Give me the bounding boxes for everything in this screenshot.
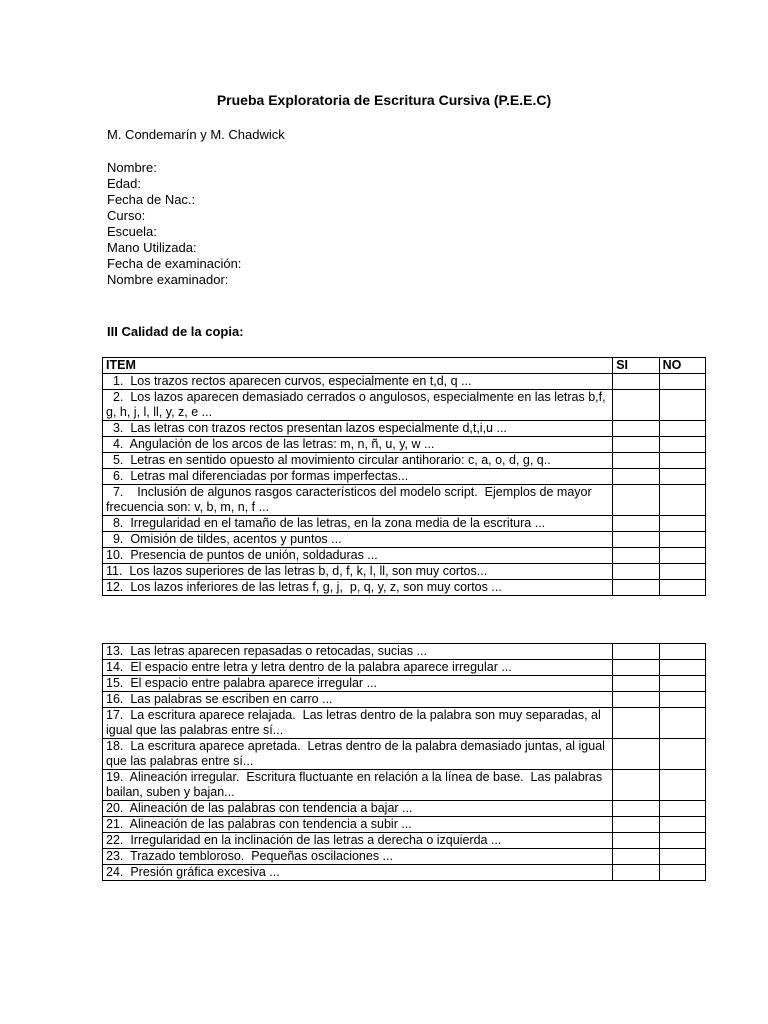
item-text: 7. Inclusión de algunos rasgos característicos del modelo script. Ejemplos de mayor frecuencia son: v, b, m, n, f ...	[103, 485, 613, 516]
checkbox-cell-no[interactable]	[659, 390, 705, 421]
checkbox-cell-si[interactable]	[613, 453, 659, 469]
checkbox-cell-no[interactable]	[659, 437, 705, 453]
checkbox-cell-no[interactable]	[659, 421, 705, 437]
checkbox-cell-no[interactable]	[659, 833, 705, 849]
checkbox-cell-si[interactable]	[613, 660, 659, 676]
item-text: 2. Los lazos aparecen demasiado cerrados o angulosos, especialmente en las letras b,f, g, h, j, l, ll, y, z, e ...	[103, 390, 613, 421]
item-text: 21. Alineación de las palabras con tendencia a subir ...	[103, 817, 613, 833]
checkbox-cell-si[interactable]	[613, 692, 659, 708]
item-text: 20. Alineación de las palabras con tendencia a bajar ...	[103, 801, 613, 817]
checkbox-cell-no[interactable]	[659, 374, 705, 390]
checkbox-cell-no[interactable]	[659, 770, 705, 801]
item-text: 5. Letras en sentido opuesto al movimiento circular antihorario: c, a, o, d, g, q..	[103, 453, 613, 469]
header-si: SI	[613, 358, 659, 374]
table-header-row	[103, 358, 706, 374]
table-row	[103, 516, 706, 532]
field-curso: Curso:	[107, 208, 146, 223]
checkbox-cell-si[interactable]	[613, 833, 659, 849]
item-text: 4. Angulación de los arcos de las letras: m, n, ñ, u, y, w ...	[103, 437, 613, 453]
item-text: 8. Irregularidad en el tamaño de las letras, en la zona media de la escritura ...	[103, 516, 613, 532]
page-title: Prueba Exploratoria de Escritura Cursiva (P.E.E.C)	[216, 92, 552, 108]
table-body-1	[103, 374, 706, 596]
checkbox-cell-no[interactable]	[659, 865, 705, 881]
checkbox-cell-si[interactable]	[613, 770, 659, 801]
table-row	[103, 770, 706, 801]
table-row	[103, 374, 706, 390]
section-heading: III Calidad de la copia:	[107, 324, 244, 339]
table-body-2	[103, 644, 706, 881]
checkbox-cell-no[interactable]	[659, 739, 705, 770]
item-text: 12. Los lazos inferiores de las letras f, g, j, p, q, y, z, son muy cortos ...	[103, 580, 613, 596]
table-row	[103, 708, 706, 739]
item-text: 15. El espacio entre palabra aparece irregular ...	[103, 676, 613, 692]
checkbox-cell-no[interactable]	[659, 660, 705, 676]
checkbox-cell-no[interactable]	[659, 580, 705, 596]
item-text: 23. Trazado tembloroso. Pequeñas oscilaciones ...	[103, 849, 613, 865]
checkbox-cell-si[interactable]	[613, 516, 659, 532]
checkbox-cell-no[interactable]	[659, 564, 705, 580]
checkbox-cell-si[interactable]	[613, 548, 659, 564]
field-examinador: Nombre examinador:	[107, 272, 229, 287]
table-row	[103, 390, 706, 421]
checkbox-cell-si[interactable]	[613, 817, 659, 833]
table-row	[103, 453, 706, 469]
item-text: 1. Los trazos rectos aparecen curvos, especialmente en t,d, q ...	[103, 374, 613, 390]
table-row	[103, 469, 706, 485]
item-text: 11. Los lazos superiores de las letras b, d, f, k, l, ll, son muy cortos...	[103, 564, 613, 580]
checkbox-cell-si[interactable]	[613, 390, 659, 421]
table-row	[103, 692, 706, 708]
checkbox-cell-no[interactable]	[659, 801, 705, 817]
field-edad: Edad:	[107, 176, 141, 191]
table-row	[103, 849, 706, 865]
field-escuela: Escuela:	[107, 224, 157, 239]
table-row	[103, 548, 706, 564]
checkbox-cell-no[interactable]	[659, 849, 705, 865]
table-row	[103, 644, 706, 660]
checkbox-cell-no[interactable]	[659, 485, 705, 516]
table-row	[103, 833, 706, 849]
checkbox-cell-si[interactable]	[613, 485, 659, 516]
checkbox-cell-si[interactable]	[613, 437, 659, 453]
item-text: 9. Omisión de tildes, acentos y puntos ...	[103, 532, 613, 548]
table-row	[103, 676, 706, 692]
checkbox-cell-no[interactable]	[659, 708, 705, 739]
checkbox-cell-si[interactable]	[613, 676, 659, 692]
table-row	[103, 421, 706, 437]
item-text: 16. Las palabras se escriben en carro ...	[103, 692, 613, 708]
checkbox-cell-no[interactable]	[659, 453, 705, 469]
checkbox-cell-si[interactable]	[613, 532, 659, 548]
table-row	[103, 437, 706, 453]
table-row	[103, 485, 706, 516]
checkbox-cell-si[interactable]	[613, 374, 659, 390]
checkbox-cell-no[interactable]	[659, 692, 705, 708]
checkbox-cell-no[interactable]	[659, 676, 705, 692]
checkbox-cell-no[interactable]	[659, 644, 705, 660]
field-nombre: Nombre:	[107, 160, 157, 175]
checkbox-cell-si[interactable]	[613, 708, 659, 739]
table-row	[103, 580, 706, 596]
table-row	[103, 817, 706, 833]
field-fecha-nac: Fecha de Nac.:	[107, 192, 196, 207]
item-text: 22. Irregularidad en la inclinación de las letras a derecha o izquierda ...	[103, 833, 613, 849]
checkbox-cell-no[interactable]	[659, 817, 705, 833]
table-row	[103, 865, 706, 881]
checkbox-cell-si[interactable]	[613, 564, 659, 580]
header-item: ITEM	[103, 358, 613, 374]
checklist-table-2	[102, 643, 706, 881]
table-row	[103, 660, 706, 676]
student-fields	[107, 160, 241, 288]
item-text: 24. Presión gráfica excesiva ...	[103, 865, 613, 881]
checkbox-cell-no[interactable]	[659, 532, 705, 548]
item-text: 6. Letras mal diferenciadas por formas imperfectas...	[103, 469, 613, 485]
item-text: 3. Las letras con trazos rectos presentan lazos especialmente d,t,i,u ...	[103, 421, 613, 437]
checkbox-cell-si[interactable]	[613, 421, 659, 437]
item-text: 19. Alineación irregular. Escritura fluctuante en relación a la línea de base. Las palabras bailan, suben y bajan...	[103, 770, 613, 801]
table-row	[103, 801, 706, 817]
item-text: 13. Las letras aparecen repasadas o retocadas, sucias ...	[103, 644, 613, 660]
table-row	[103, 564, 706, 580]
item-text: 10. Presencia de puntos de unión, soldaduras ...	[103, 548, 613, 564]
item-text: 18. La escritura aparece apretada. Letras dentro de la palabra demasiado juntas, al igual que las palabras entre sí...	[103, 739, 613, 770]
checkbox-cell-si[interactable]	[613, 849, 659, 865]
item-text: 17. La escritura aparece relajada. Las letras dentro de la palabra son muy separadas, al igual que las palabras entre sí...	[103, 708, 613, 739]
checkbox-cell-si[interactable]	[613, 644, 659, 660]
field-fecha-examinacion: Fecha de examinación:	[107, 256, 242, 271]
checkbox-cell-no[interactable]	[659, 516, 705, 532]
checkbox-cell-si[interactable]	[613, 801, 659, 817]
field-mano: Mano Utilizada:	[107, 240, 197, 255]
authors-line: M. Condemarín y M. Chadwick	[107, 127, 285, 142]
checkbox-cell-si[interactable]	[613, 739, 659, 770]
checkbox-cell-no[interactable]	[659, 548, 705, 564]
checkbox-cell-no[interactable]	[659, 469, 705, 485]
table-row	[103, 532, 706, 548]
item-text: 14. El espacio entre letra y letra dentro de la palabra aparece irregular ...	[103, 660, 613, 676]
checkbox-cell-si[interactable]	[613, 469, 659, 485]
checkbox-cell-si[interactable]	[613, 580, 659, 596]
header-no: NO	[659, 358, 705, 374]
checklist-table-1	[102, 357, 706, 596]
checkbox-cell-si[interactable]	[613, 865, 659, 881]
table-row	[103, 739, 706, 770]
